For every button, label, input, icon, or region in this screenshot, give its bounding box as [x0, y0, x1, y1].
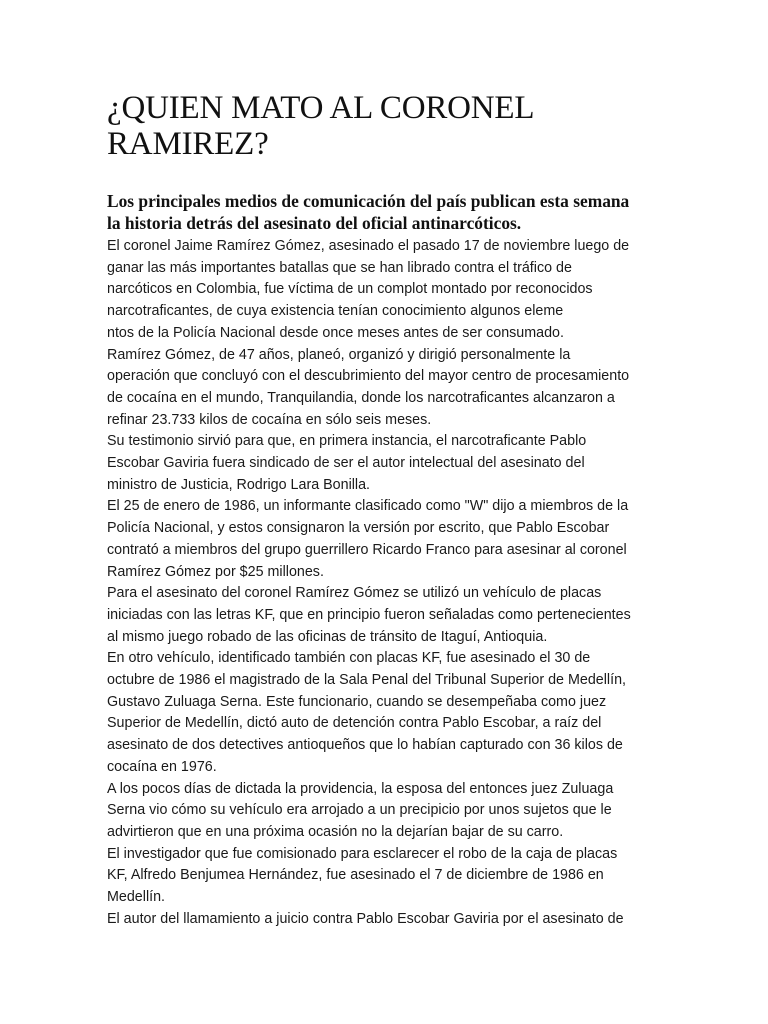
- body-line: Su testimonio sirvió para que, en primera instancia, el narcotraficante Pablo: [107, 433, 587, 450]
- body-line: narcóticos en Colombia, fue víctima de un complot montado por reconocidos: [107, 281, 593, 298]
- document-page: [107, 90, 667, 931]
- body-line: Policía Nacional, y estos consignaron la versión por escrito, que Pablo Escobar: [107, 520, 610, 537]
- body-line: Superior de Medellín, dictó auto de detención contra Pablo Escobar, a raíz del: [107, 715, 602, 732]
- article-body: [107, 236, 667, 931]
- article-subtitle-line-1: Los principales medios de comunicación del país publican esta semana: [107, 191, 630, 211]
- body-line: El investigador que fue comisionado para esclarecer el robo de la caja de placas: [107, 845, 618, 862]
- body-line: narcotraficantes, de cuya existencia tenían conocimiento algunos eleme: [107, 303, 564, 320]
- body-line: A los pocos días de dictada la providencia, la esposa del entonces juez Zuluaga: [107, 780, 614, 797]
- body-line: operación que concluyó con el descubrimiento del mayor centro de procesamiento: [107, 368, 630, 385]
- article-subtitle: [107, 190, 667, 234]
- article-title-line-2: RAMIREZ?: [107, 126, 269, 162]
- body-line: Ramírez Gómez por $25 millones.: [107, 563, 324, 580]
- article-title: [107, 90, 667, 162]
- body-line: refinar 23.733 kilos de cocaína en sólo seis meses.: [107, 411, 432, 428]
- body-line: Medellín.: [107, 889, 166, 906]
- body-line: El autor del llamamiento a juicio contra Pablo Escobar Gaviria por el asesinato de: [107, 910, 624, 927]
- body-line: octubre de 1986 el magistrado de la Sala Penal del Tribunal Superior de Medellín,: [107, 672, 626, 689]
- body-line: cocaína en 1976.: [107, 758, 217, 775]
- body-line: ntos de la Policía Nacional desde once meses antes de ser consumado.: [107, 324, 564, 341]
- body-line: asesinato de dos detectives antioqueños que lo habían capturado con 36 kilos de: [107, 737, 623, 754]
- body-line: En otro vehículo, identificado también con placas KF, fue asesinado el 30 de: [107, 650, 591, 667]
- body-line: Ramírez Gómez, de 47 años, planeó, organizó y dirigió personalmente la: [107, 346, 571, 363]
- body-line: iniciadas con las letras KF, que en principio fueron señaladas como pertenecientes: [107, 606, 631, 623]
- body-line: Escobar Gaviria fuera sindicado de ser el autor intelectual del asesinato del: [107, 455, 585, 472]
- body-line: El coronel Jaime Ramírez Gómez, asesinado el pasado 17 de noviembre luego de: [107, 238, 630, 254]
- body-line: Gustavo Zuluaga Serna. Este funcionario, cuando se desempeñaba como juez: [107, 693, 607, 710]
- body-line: Serna vio cómo su vehículo era arrojado a un precipicio por unos sujetos que le: [107, 802, 612, 819]
- body-line: al mismo juego robado de las oficinas de tránsito de Itaguí, Antioquia.: [107, 628, 548, 645]
- body-line: advirtieron que en una próxima ocasión no la dejarían bajar de su carro.: [107, 823, 564, 840]
- body-line: Para el asesinato del coronel Ramírez Gómez se utilizó un vehículo de placas: [107, 585, 602, 602]
- article-title-line-1: ¿QUIEN MATO AL CORONEL: [107, 90, 535, 126]
- body-line: contrató a miembros del grupo guerrillero Ricardo Franco para asesinar al coronel: [107, 541, 627, 558]
- body-line: KF, Alfredo Benjumea Hernández, fue asesinado el 7 de diciembre de 1986 en: [107, 867, 604, 884]
- article-subtitle-line-2: la historia detrás del asesinato del oficial antinarcóticos.: [107, 213, 522, 233]
- body-line: ministro de Justicia, Rodrigo Lara Bonilla.: [107, 476, 371, 493]
- body-line: ganar las más importantes batallas que se han librado contra el tráfico de: [107, 259, 572, 276]
- body-line: de cocaína en el mundo, Tranquilandia, donde los narcotraficantes alcanzaron a: [107, 389, 615, 406]
- body-line: El 25 de enero de 1986, un informante clasificado como "W" dijo a miembros de la: [107, 498, 629, 515]
